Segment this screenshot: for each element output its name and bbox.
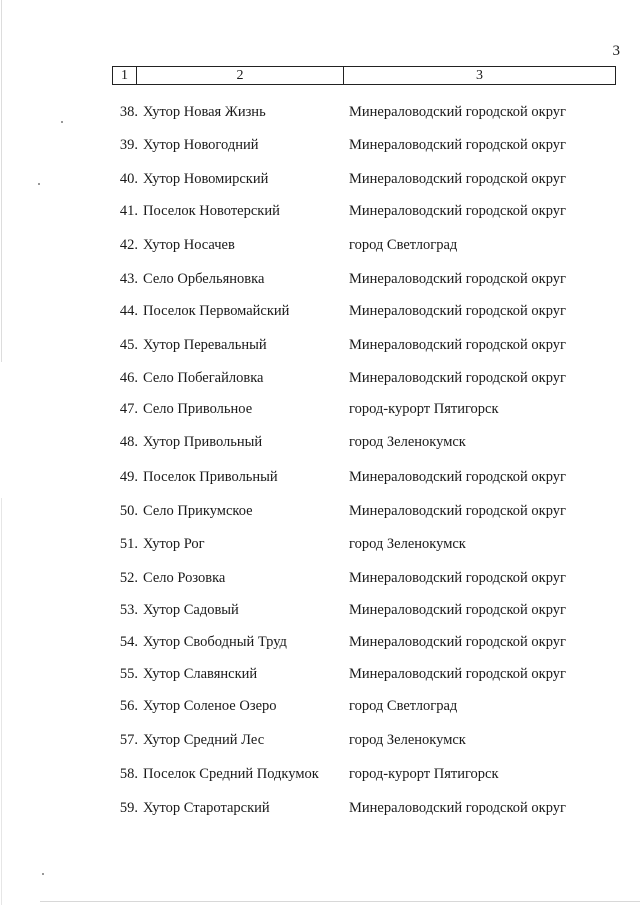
item-number: 46. [119,370,138,386]
item-number: 45. [119,337,138,353]
header-col-3: 3 [476,68,483,83]
settlement-name: Хутор Старотарский [143,800,270,816]
settlement-name: Хутор Соленое Озеро [143,698,277,714]
municipality-name: Минераловодский городской округ [349,469,566,485]
item-number: 56. [119,698,138,714]
item-number: 42. [119,237,138,253]
list-item [0,168,640,190]
municipality-name: Минераловодский городской округ [349,137,566,153]
item-number: 40. [119,171,138,187]
list-item [0,134,640,156]
item-number: 44. [119,303,138,319]
list-item [0,234,640,256]
settlement-name: Село Розовка [143,570,226,586]
list-item [0,398,640,420]
list-item [0,599,640,621]
municipality-name: Минераловодский городской округ [349,634,566,650]
municipality-name: Минераловодский городской округ [349,303,566,319]
list-item [0,567,640,589]
list-item [0,663,640,685]
settlement-name: Хутор Новомирский [143,171,269,187]
item-number: 39. [119,137,138,153]
settlement-name: Поселок Привольный [143,469,278,485]
settlement-name: Село Прикумское [143,503,253,519]
municipality-name: Минераловодский городской округ [349,800,566,816]
municipality-name: Минераловодский городской округ [349,203,566,219]
item-number: 51. [119,536,138,552]
list-item [0,466,640,488]
item-number: 48. [119,434,138,450]
municipality-name: город-курорт Пятигорск [349,401,499,417]
settlement-name: Хутор Садовый [143,602,239,618]
municipality-name: Минераловодский городской округ [349,370,566,386]
item-number: 49. [119,469,138,485]
settlement-name: Поселок Первомайский [143,303,290,319]
item-number: 54. [119,634,138,650]
list-item [0,763,640,785]
municipality-name: Минераловодский городской округ [349,570,566,586]
settlement-name: Хутор Перевальный [143,337,267,353]
page-number: 3 [612,43,620,59]
municipality-name: Минераловодский городской округ [349,503,566,519]
list-item [0,200,640,222]
settlement-name: Поселок Новотерский [143,203,280,219]
item-number: 55. [119,666,138,682]
settlement-name: Село Орбельяновка [143,271,265,287]
item-number: 52. [119,570,138,586]
settlement-name: Хутор Славянский [143,666,258,682]
municipality-name: Минераловодский городской округ [349,337,566,353]
list-item [0,334,640,356]
item-number: 59. [119,800,138,816]
municipality-name: Минераловодский городской округ [349,602,566,618]
municipality-name: Минераловодский городской округ [349,271,566,287]
municipality-name: город Зеленокумск [349,434,466,450]
header-col-1: 1 [113,67,137,84]
list-item [0,268,640,290]
municipality-name: Минераловодский городской округ [349,104,566,120]
municipality-name: город-курорт Пятигорск [349,766,499,782]
settlement-name: Хутор Новогодний [143,137,259,153]
list-item [0,695,640,717]
item-number: 58. [119,766,138,782]
settlement-name: Село Привольное [143,401,253,417]
item-number: 53. [119,602,138,618]
list-item [0,367,640,389]
item-number: 57. [119,732,138,748]
list-item [0,101,640,123]
settlement-name: Хутор Средний Лес [143,732,265,748]
item-number: 43. [119,271,138,287]
list-item [0,431,640,453]
list-item [0,797,640,819]
municipality-name: город Зеленокумск [349,536,466,552]
municipality-name: город Светлоград [349,237,458,253]
item-number: 41. [119,203,138,219]
item-number: 50. [119,503,138,519]
settlement-name: Хутор Рог [143,536,205,552]
settlement-name: Село Побегайловка [143,370,264,386]
list-item [0,729,640,751]
list-item [0,631,640,653]
list-item [0,500,640,522]
municipality-name: Минераловодский городской округ [349,666,566,682]
municipality-name: Минераловодский городской округ [349,171,566,187]
item-number: 47. [119,401,138,417]
header-col-2: 2 [137,67,344,84]
settlement-name: Хутор Носачев [143,237,235,253]
settlement-name: Хутор Привольный [143,434,263,450]
settlement-name: Хутор Новая Жизнь [143,104,266,120]
settlement-name: Поселок Средний Подкумок [143,766,319,782]
list-item [0,300,640,322]
item-number: 38. [119,104,138,120]
municipality-name: город Светлоград [349,698,458,714]
list-item [0,533,640,555]
settlement-name: Хутор Свободный Труд [143,634,287,650]
municipality-name: город Зеленокумск [349,732,466,748]
